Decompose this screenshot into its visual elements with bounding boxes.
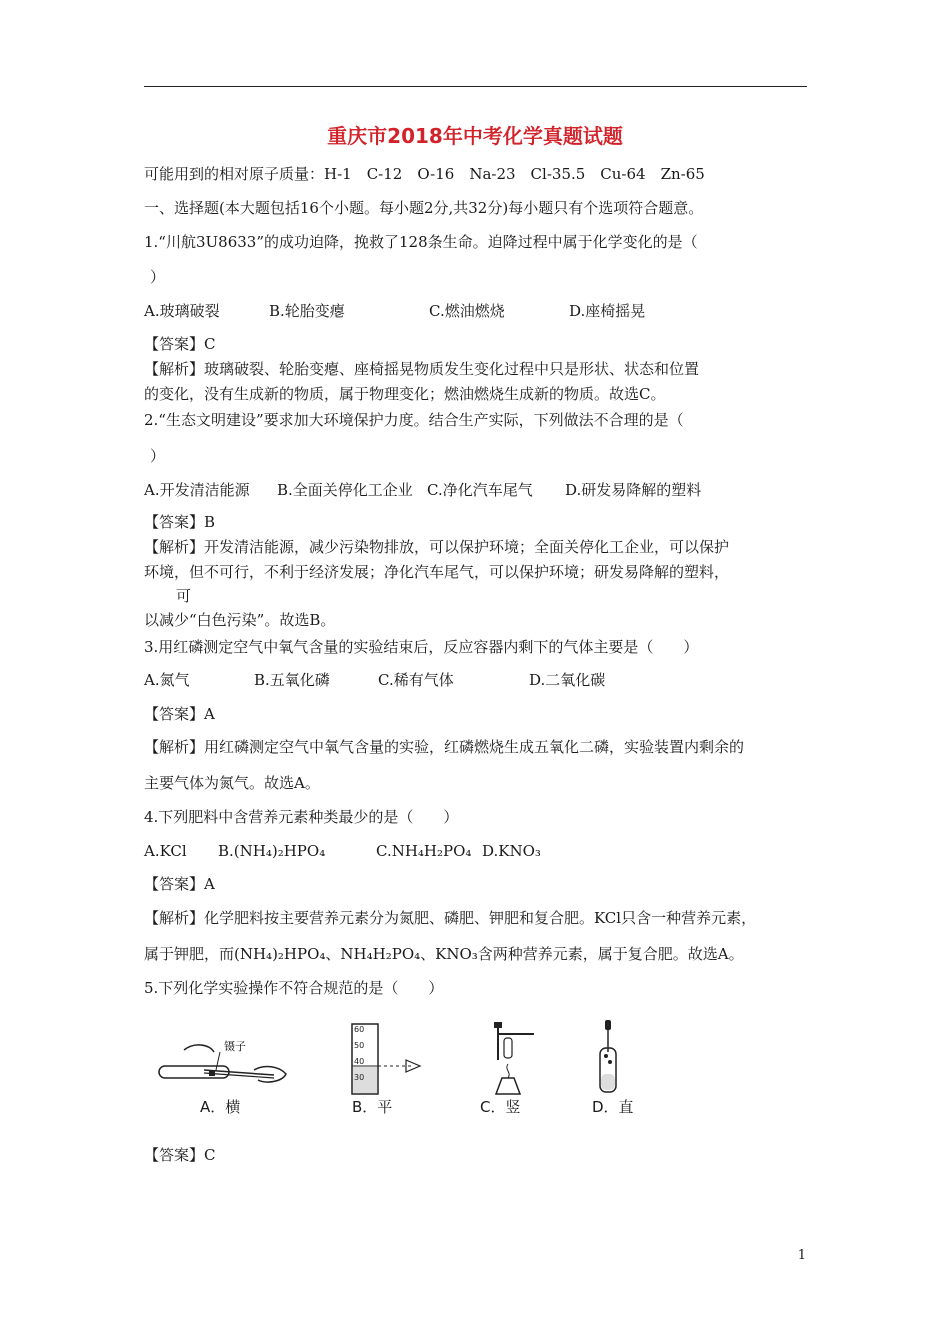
q3-stem: 3.用红磷测定空气中氧气含量的实验结束后，反应容器内剩下的气体主要是（ ） [144,638,699,656]
q1-option-c: C.燃油燃烧 [429,302,505,320]
q1-option-d: D.座椅摇晃 [569,302,646,320]
q4-analysis-line: 属于钾肥，而(NH₄)₂HPO₄、NH₄H₂PO₄、KNO₃含两种营养元素，属于复合肥。故选A。 [144,945,744,963]
figure-c-caption: C．竖 [480,1098,521,1116]
q1-stem: 1.“川航3U8633”的成功迫降，挽救了128条生命。迫降过程中属于化学变化的是（ [144,233,698,251]
figure-b-caption: B．平 [352,1098,393,1116]
figure-d-dropper [592,1020,642,1100]
page-number: 1 [797,1248,806,1263]
q2-stem: 2.“生态文明建设”要求加大环境保护力度。结合生产实际，下列做法不合理的是（ [144,411,684,429]
tick-label: 50 [354,1041,365,1050]
page-title: 重庆市2018年中考化学真题试题 [327,124,623,148]
figure-a-caption: A．横 [200,1098,241,1116]
q2-analysis-line: 环境，但不可行，不利于经济发展；净化汽车尾气，可以保护环境；研发易降解的塑料， [144,563,730,581]
q1-option-b: B.轮胎变瘪 [269,302,345,320]
tick-label: 60 [354,1025,365,1034]
q2-analysis-line: 【解析】开发清洁能源，减少污染物排放，可以保护环境；全面关停化工企业，可以保护 [144,538,730,556]
q5-figures [144,1020,664,1120]
figure-b-cylinder [344,1020,434,1100]
figure-a-horizontal-tube [154,1020,294,1100]
q2-option-c: C.净化汽车尾气 [427,481,533,499]
q4-answer: 【答案】A [144,875,215,893]
q1-stem-end: ） [150,268,166,286]
figure-c-heating [474,1020,554,1100]
q3-option-c: C.稀有气体 [378,671,454,689]
q2-answer: 【答案】B [144,513,216,531]
q3-answer: 【答案】A [144,705,215,723]
q4-option-c: C.NH₄H₂PO₄ [376,842,472,860]
tick-label: 40 [354,1057,365,1066]
q3-option-b: B.五氧化磷 [254,671,330,689]
q1-analysis-line: 的变化，没有生成新的物质，属于物理变化；燃油燃烧生成新的物质。故选C。 [144,385,666,403]
tick-label: 30 [354,1073,365,1082]
q3-analysis-line: 主要气体为氮气。故选A。 [144,774,320,792]
q1-analysis-line: 【解析】玻璃破裂、轮胎变瘪、座椅摇晃物质发生变化过程中只是形状、状态和位置 [144,360,700,378]
q2-analysis-line: 可 [176,587,192,605]
q4-stem: 4.下列肥料中含营养元素种类最少的是（ ） [144,808,459,826]
q2-option-d: D.研发易降解的塑料 [565,481,702,499]
header-rule [144,86,807,87]
q4-option-b: B.(NH₄)₂HPO₄ [218,842,326,860]
atomic-masses: 可能用到的相对原子质量：H-1 C-12 O-16 Na-23 Cl-35.5 Cu-64 Zn-65 [144,165,705,183]
q2-option-b: B.全面关停化工企业 [277,481,413,499]
q1-option-a: A.玻璃破裂 [144,302,220,320]
q4-option-d: D.KNO₃ [482,842,541,860]
q2-analysis-line: 以减少“白色污染”。故选B。 [144,611,336,629]
q1-answer: 【答案】C [144,335,216,353]
q4-option-a: A.KCl [144,842,187,860]
q2-option-a: A.开发清洁能源 [144,481,250,499]
tweezers-label: 镊子 [224,1040,246,1053]
figure-d-caption: D．直 [592,1098,634,1116]
q4-analysis-line: 【解析】化学肥料按主要营养元素分为氮肥、磷肥、钾肥和复合肥。KCl只含一种营养元素， [144,909,757,927]
q5-answer: 【答案】C [144,1146,216,1164]
section-heading: 一、选择题(本大题包括16个小题。每小题2分,共32分)每小题只有个选项符合题意。 [144,199,704,217]
q3-option-a: A.氮气 [144,671,190,689]
q3-option-d: D.二氧化碳 [529,671,606,689]
q5-stem: 5.下列化学实验操作不符合规范的是（ ） [144,979,444,997]
q3-analysis-line: 【解析】用红磷测定空气中氧气含量的实验，红磷燃烧生成五氧化二磷，实验装置内剩余的 [144,738,745,756]
q2-stem-end: ） [150,447,166,465]
